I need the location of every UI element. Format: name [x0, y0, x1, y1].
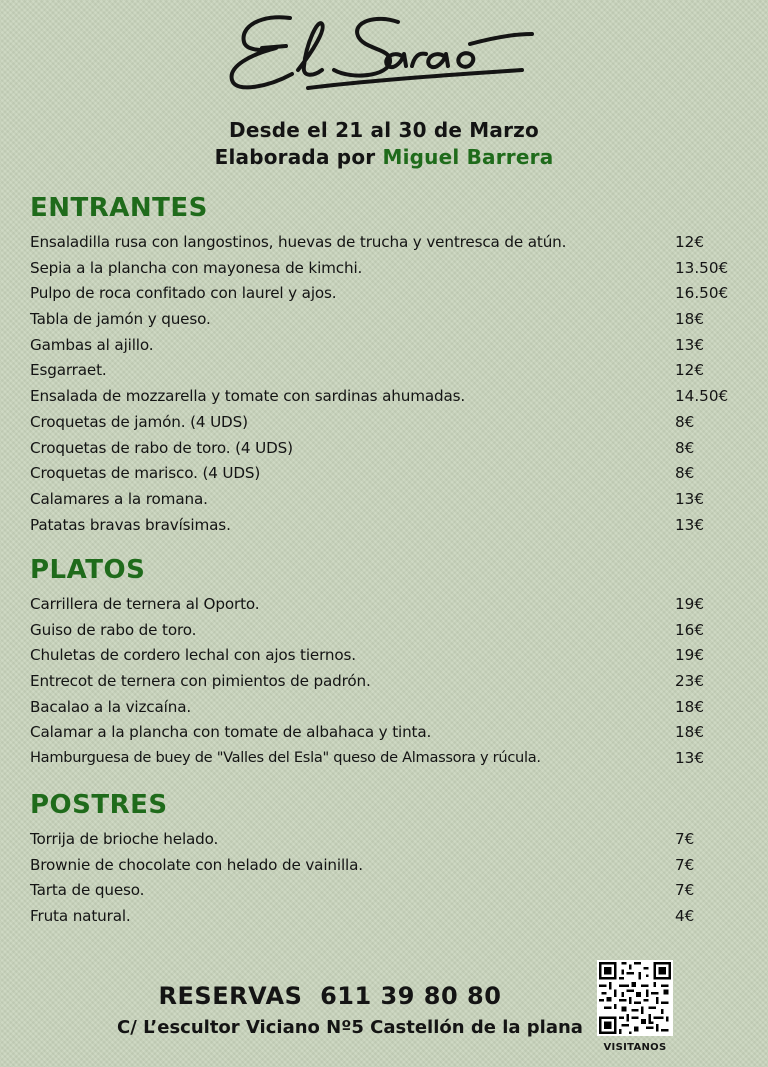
item-price: 18€	[675, 723, 704, 742]
section-title-postres: POSTRES	[30, 790, 168, 820]
menu-item	[30, 463, 750, 489]
menu-item	[30, 360, 750, 386]
menu-item	[30, 880, 750, 906]
item-name: Tarta de queso.	[30, 881, 145, 900]
item-name: Ensalada de mozzarella y tomate con sardinas ahumadas.	[30, 387, 466, 406]
menu-item	[30, 438, 750, 464]
menu-item	[30, 594, 750, 620]
item-price: 19€	[675, 646, 704, 665]
item-name: Bacalao a la vizcaína.	[30, 697, 192, 716]
item-price: 13€	[675, 335, 704, 354]
item-price: 18€	[675, 697, 704, 716]
menu-item	[30, 645, 750, 671]
postres-list	[30, 829, 750, 932]
item-price: 13.50€	[675, 258, 729, 277]
reservations-line	[100, 982, 560, 1010]
item-price: 13€	[675, 749, 704, 768]
item-price: 18€	[675, 310, 704, 329]
menu-item	[30, 232, 750, 258]
menu-item	[30, 515, 750, 541]
item-name: Carrillera de ternera al Oporto.	[30, 595, 260, 613]
menu-item	[30, 386, 750, 412]
item-name: Chuletas de cordero lechal con ajos tiernos.	[30, 646, 356, 665]
promo-dates: Desde el 21 al 30 de Marzo	[229, 118, 539, 142]
qr-code[interactable]	[597, 960, 673, 1036]
menu-item	[30, 906, 750, 932]
item-price: 23€	[675, 672, 704, 691]
item-price: 16€	[675, 620, 704, 639]
item-price: 14.50€	[675, 387, 729, 406]
menu-item	[30, 489, 750, 515]
menu-item	[30, 283, 750, 309]
prepared-by-line	[0, 145, 768, 169]
item-name: Torrija de brioche helado.	[30, 830, 219, 848]
item-name: Hamburguesa de buey de "Valles del Esla" queso de Almassora y rúcula.	[30, 749, 541, 767]
item-price: 13€	[675, 489, 704, 508]
item-name: Calamar a la plancha con tomate de albahaca y tinta.	[30, 723, 432, 742]
item-name: Croquetas de jamón. (4 UDS)	[30, 412, 248, 431]
menu-item	[30, 258, 750, 284]
menu-item	[30, 620, 750, 646]
item-name: Gambas al ajillo.	[30, 335, 154, 354]
menu-item	[30, 335, 750, 361]
address: C/ L’escultor Viciano Nº5 Castellón de la plana	[117, 1017, 583, 1038]
menu-item	[30, 829, 750, 855]
item-price: 12€	[675, 233, 704, 251]
menu-item	[30, 412, 750, 438]
item-price: 19€	[675, 595, 704, 613]
menu-item	[30, 722, 750, 748]
item-price: 16.50€	[675, 284, 729, 303]
prepared-by-label: Elaborada por	[214, 145, 376, 169]
qr-code-icon	[599, 962, 671, 1034]
section-title-platos: PLATOS	[30, 555, 146, 585]
qr-label: VISITANOS	[603, 1042, 667, 1053]
item-name: Fruta natural.	[30, 907, 131, 926]
menu-item	[30, 671, 750, 697]
item-price: 13€	[675, 515, 704, 534]
logo-text	[0, 22, 768, 90]
item-name: Esgarraet.	[30, 361, 107, 380]
item-price: 8€	[675, 438, 695, 457]
item-price: 7€	[675, 855, 695, 874]
menu-item	[30, 309, 750, 335]
menu-item	[30, 855, 750, 881]
item-name: Tabla de jamón y queso.	[30, 310, 211, 329]
reservas-label: RESERVAS	[158, 982, 303, 1010]
item-price: 8€	[675, 464, 695, 483]
menu-item	[30, 748, 750, 774]
item-name: Pulpo de roca confitado con laurel y ajos.	[30, 284, 337, 303]
item-price: 7€	[675, 881, 695, 900]
item-price: 7€	[675, 830, 695, 848]
menu-item	[30, 697, 750, 723]
platos-list	[30, 594, 750, 774]
item-name: Ensaladilla rusa con langostinos, huevas de trucha y ventresca de atún.	[30, 233, 567, 251]
item-name: Patatas bravas bravísimas.	[30, 515, 231, 534]
item-name: Croquetas de rabo de toro. (4 UDS)	[30, 438, 293, 457]
item-name: Calamares a la romana.	[30, 489, 208, 508]
item-price: 12€	[675, 361, 704, 380]
entrantes-list	[30, 232, 750, 540]
item-name: Entrecot de ternera con pimientos de padrón.	[30, 672, 371, 691]
section-title-entrantes: ENTRANTES	[30, 193, 208, 223]
item-price: 8€	[675, 412, 695, 431]
restaurant-logo	[0, 0, 768, 110]
qr-code-block[interactable]	[597, 960, 673, 1053]
item-name: Croquetas de marisco. (4 UDS)	[30, 464, 261, 483]
chef-name: Miguel Barrera	[382, 145, 554, 169]
item-price: 4€	[675, 907, 695, 926]
item-name: Sepia a la plancha con mayonesa de kimchi.	[30, 258, 363, 277]
item-name: Brownie de chocolate con helado de vainilla.	[30, 855, 363, 874]
item-name: Guiso de rabo de toro.	[30, 620, 197, 639]
phone-number: 611 39 80 80	[320, 982, 502, 1010]
